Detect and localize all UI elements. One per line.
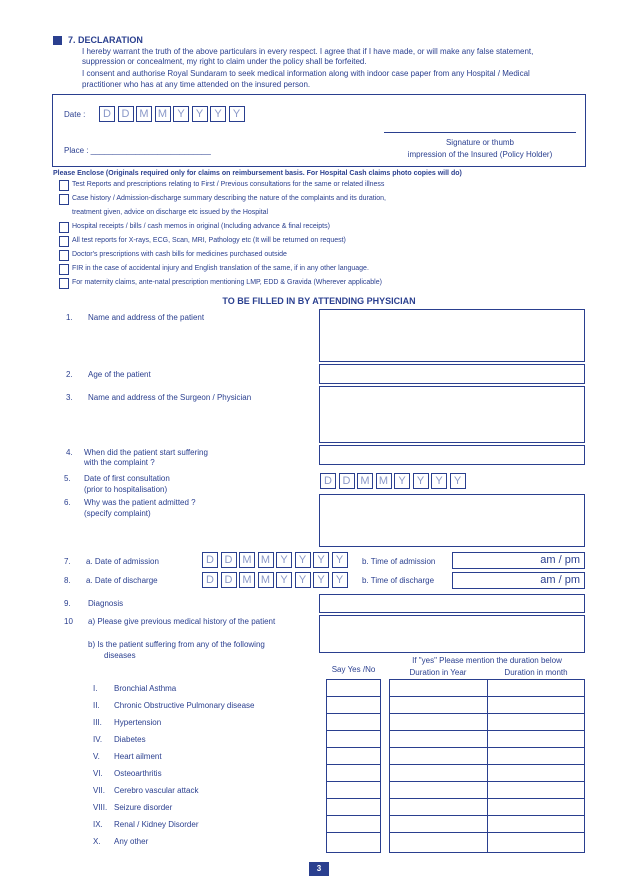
date-digit-box[interactable]: M — [155, 106, 171, 122]
q-num: 7. — [64, 557, 71, 566]
medical-history-field[interactable] — [319, 615, 585, 653]
disease-name: Renal / Kidney Disorder — [114, 820, 199, 829]
q-num: 3. — [66, 393, 73, 402]
declaration-line: I hereby warrant the truth of the above particulars in every respect. I agree that if I have made, or will make any false statement, — [82, 47, 534, 56]
disease-name: Heart ailment — [114, 752, 162, 761]
disease-num: VIII. — [93, 803, 108, 812]
patient-name-field[interactable] — [319, 309, 585, 362]
time-label: b. Time of discharge — [362, 576, 435, 585]
duration-year-cell[interactable] — [389, 747, 488, 765]
q-num: 1. — [66, 313, 73, 322]
q-num: 10 — [64, 617, 73, 626]
section-marker — [53, 36, 62, 45]
disease-name: Osteoarthritis — [114, 769, 162, 778]
yes-no-cell[interactable] — [326, 679, 381, 697]
enclose-item: Case history / Admission-discharge summary describing the nature of the complaints and its duration, — [72, 195, 386, 202]
disease-num: II. — [93, 701, 100, 710]
time-label: b. Time of admission — [362, 557, 436, 566]
date-digit-box[interactable]: M — [376, 473, 392, 489]
duration-year-cell[interactable] — [389, 696, 488, 714]
diagnosis-field[interactable] — [319, 594, 585, 613]
page-number: 3 — [316, 864, 322, 873]
duration-month-cell[interactable] — [487, 713, 585, 731]
date-digit-box[interactable]: Y — [229, 106, 245, 122]
declaration-heading: 7. DECLARATION — [68, 35, 143, 45]
say-yes-no-header: Say Yes /No — [331, 665, 376, 674]
enclose-checkbox[interactable] — [59, 250, 69, 261]
disease-num: V. — [93, 752, 100, 761]
date-digit-box[interactable]: Y — [295, 552, 311, 568]
date-digit-box[interactable]: Y — [313, 572, 329, 588]
disease-num: IV. — [93, 735, 103, 744]
surgeon-name-field[interactable] — [319, 386, 585, 443]
date-digit-box[interactable]: M — [258, 552, 274, 568]
q-label: Age of the patient — [88, 370, 151, 379]
q-label: a. Date of discharge — [86, 576, 158, 585]
q-num: 8. — [64, 576, 71, 585]
date-label: Date : — [64, 110, 86, 119]
date-digit-box[interactable]: M — [258, 572, 274, 588]
date-digit-box[interactable]: Y — [332, 572, 348, 588]
date-digit-box[interactable]: D — [202, 552, 218, 568]
q-label: Date of first consultation — [84, 474, 170, 483]
q-label: (specify complaint) — [84, 509, 151, 518]
q-label: Why was the patient admitted ? — [84, 498, 196, 507]
duration-month-cell[interactable] — [487, 679, 585, 697]
date-digit-box[interactable]: M — [239, 572, 255, 588]
enclose-item: treatment given, advice on discharge etc issued by the Hospital — [72, 209, 269, 216]
duration-month-cell[interactable] — [487, 832, 585, 853]
duration-year-cell[interactable] — [389, 815, 488, 833]
yes-no-cell[interactable] — [326, 747, 381, 765]
disease-name: Bronchial Asthma — [114, 684, 177, 693]
duration-year-header: Duration in Year — [409, 668, 467, 677]
duration-month-cell[interactable] — [487, 798, 585, 816]
enclose-item: All test reports for X-rays, ECG, Scan, MRI, Pathology etc (It will be returned on request) — [72, 237, 346, 244]
admission-reason-field[interactable] — [319, 494, 585, 547]
disease-name: Diabetes — [114, 735, 146, 744]
duration-year-cell[interactable] — [389, 764, 488, 782]
declaration-line: practitioner who has at any time attended on the insured person. — [82, 80, 311, 89]
disease-num: I. — [93, 684, 98, 693]
yes-no-cell[interactable] — [326, 798, 381, 816]
duration-year-cell[interactable] — [389, 832, 488, 853]
ampm-label: am / pm — [540, 554, 580, 566]
q-label: Name and address of the patient — [88, 313, 205, 322]
date-digit-box[interactable]: Y — [173, 106, 189, 122]
q-label: Name and address of the Surgeon / Physician — [88, 393, 252, 402]
date-digit-box[interactable]: Y — [295, 572, 311, 588]
duration-year-cell[interactable] — [389, 798, 488, 816]
duration-month-cell[interactable] — [487, 730, 585, 748]
date-digit-box[interactable]: D — [320, 473, 336, 489]
yes-no-cell[interactable] — [326, 781, 381, 799]
q-label: b) Is the patient suffering from any of the following — [88, 640, 265, 649]
enclose-checkbox[interactable] — [59, 264, 69, 275]
declaration-line: suppression or concealment, my right to claim under the policy shall be forfeited. — [82, 57, 367, 66]
signature-line — [384, 132, 576, 133]
q-label: with the complaint ? — [84, 458, 155, 467]
enclose-checkbox[interactable] — [59, 236, 69, 247]
enclose-heading: Please Enclose (Originals required only for claims on reimbursement basis. For Hospital Cash claims photo copies will do) — [53, 170, 462, 177]
date-digit-box[interactable]: M — [357, 473, 373, 489]
enclose-item: For maternity claims, ante-natal prescription mentioning LMP, EDD & Gravida (Wherever applicable) — [72, 279, 382, 286]
enclose-item: FIR in the case of accidental injury and English translation of the same, if in any other language. — [72, 265, 369, 272]
yes-no-cell[interactable] — [326, 713, 381, 731]
enclose-checkbox[interactable] — [59, 278, 69, 289]
ampm-label: am / pm — [540, 574, 580, 586]
yes-no-cell[interactable] — [326, 764, 381, 782]
enclose-checkbox[interactable] — [59, 194, 69, 205]
disease-name: Cerebro vascular attack — [114, 786, 199, 795]
q-label: a) Please give previous medical history of the patient — [88, 617, 276, 626]
yes-no-cell[interactable] — [326, 815, 381, 833]
date-digit-box[interactable]: D — [99, 106, 115, 122]
disease-name: Chronic Obstructive Pulmonary disease — [114, 701, 255, 710]
duration-month-cell[interactable] — [487, 815, 585, 833]
disease-num: IX. — [93, 820, 103, 829]
yes-no-cell[interactable] — [326, 696, 381, 714]
q-label: When did the patient start suffering — [84, 448, 208, 457]
date-digit-box[interactable]: Y — [276, 552, 292, 568]
date-digit-box[interactable]: Y — [313, 552, 329, 568]
duration-year-cell[interactable] — [389, 781, 488, 799]
if-yes-header: If "yes" Please mention the duration below — [412, 656, 562, 665]
date-digit-box[interactable]: Y — [192, 106, 208, 122]
duration-year-cell[interactable] — [389, 730, 488, 748]
date-digit-box[interactable]: D — [221, 552, 237, 568]
q-label: Diagnosis — [88, 599, 124, 608]
disease-name: Seizure disorder — [114, 803, 173, 812]
date-digit-box[interactable]: D — [339, 473, 355, 489]
suffering-since-field[interactable] — [319, 445, 585, 465]
q-num: 4. — [66, 448, 73, 457]
date-digit-box[interactable]: Y — [276, 572, 292, 588]
declaration-line: I consent and authorise Royal Sundaram to seek medical information along with indoor case paper from any Hospital / Medical — [82, 69, 530, 78]
signature-label: impression of the Insured (Policy Holder) — [407, 150, 553, 159]
date-digit-box[interactable]: D — [202, 572, 218, 588]
enclose-item: Doctor's prescriptions with cash bills for medicines purchased outside — [72, 251, 287, 258]
q-label: a. Date of admission — [86, 557, 159, 566]
date-digit-box[interactable]: Y — [413, 473, 429, 489]
q-num: 5. — [64, 474, 71, 483]
duration-year-cell[interactable] — [389, 679, 488, 697]
q-label: (prior to hospitalisation) — [84, 485, 168, 494]
place-label[interactable]: Place : ___________________________ — [64, 146, 211, 155]
enclose-item: Test Reports and prescriptions relating to First / Previous consultations for the same or related illness — [72, 181, 385, 188]
yes-no-cell[interactable] — [326, 832, 381, 853]
date-digit-box[interactable]: Y — [394, 473, 410, 489]
disease-name: Any other — [114, 837, 149, 846]
date-digit-box[interactable]: Y — [431, 473, 447, 489]
q-num: 2. — [66, 370, 73, 379]
duration-year-cell[interactable] — [389, 713, 488, 731]
duration-month-cell[interactable] — [487, 747, 585, 765]
disease-num: X. — [93, 837, 101, 846]
disease-name: Hypertension — [114, 718, 162, 727]
date-digit-box[interactable]: M — [136, 106, 152, 122]
physician-heading: TO BE FILLED IN BY ATTENDING PHYSICIAN — [222, 296, 416, 306]
disease-num: VI. — [93, 769, 103, 778]
duration-month-cell[interactable] — [487, 696, 585, 714]
duration-month-cell[interactable] — [487, 764, 585, 782]
date-digit-box[interactable]: D — [221, 572, 237, 588]
duration-month-cell[interactable] — [487, 781, 585, 799]
date-digit-box[interactable]: M — [239, 552, 255, 568]
date-digit-box[interactable]: Y — [450, 473, 466, 489]
enclose-checkbox[interactable] — [59, 222, 69, 233]
duration-month-header: Duration in month — [504, 668, 568, 677]
yes-no-cell[interactable] — [326, 730, 381, 748]
patient-age-field[interactable] — [319, 364, 585, 384]
signature-label: Signature or thumb — [445, 138, 515, 147]
q-num: 9. — [64, 599, 71, 608]
enclose-checkbox[interactable] — [59, 180, 69, 191]
date-digit-box[interactable]: Y — [210, 106, 226, 122]
q-num: 6. — [64, 498, 71, 507]
enclose-item: Hospital receipts / bills / cash memos in original (Including advance & final receipts) — [72, 223, 330, 230]
date-digit-box[interactable]: Y — [332, 552, 348, 568]
disease-num: VII. — [93, 786, 106, 795]
q-label: diseases — [104, 651, 136, 660]
disease-num: III. — [93, 718, 102, 727]
date-digit-box[interactable]: D — [118, 106, 134, 122]
